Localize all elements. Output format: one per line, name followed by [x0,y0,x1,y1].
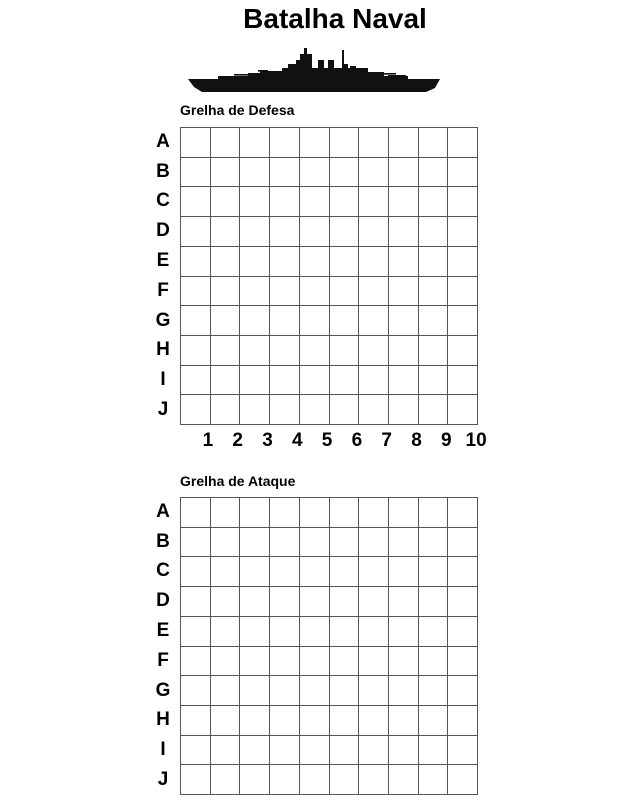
attack-grid-cell[interactable] [181,647,211,677]
attack-grid-cell[interactable] [389,498,419,528]
attack-grid-cell[interactable] [240,647,270,677]
attack-grid-cell[interactable] [359,617,389,647]
defense-grid-cell[interactable] [389,395,419,425]
attack-grid-cell[interactable] [211,617,241,647]
defense-grid-cell[interactable] [389,217,419,247]
attack-grid-cell[interactable] [419,498,449,528]
defense-grid-cell[interactable] [181,158,211,188]
defense-grid-cell[interactable] [211,158,241,188]
attack-grid-cell[interactable] [419,617,449,647]
attack-grid-cell[interactable] [270,765,300,795]
defense-grid-cell[interactable] [419,217,449,247]
defense-grid-cell[interactable] [330,158,360,188]
attack-grid-cell[interactable] [270,557,300,587]
defense-grid-cell[interactable] [211,247,241,277]
attack-grid-cell[interactable] [211,557,241,587]
attack-grid-cell[interactable] [419,557,449,587]
attack-row-label: G [155,679,171,701]
attack-grid-cell[interactable] [448,498,478,528]
defense-grid-cell[interactable] [448,217,478,247]
attack-grid-cell[interactable] [419,528,449,558]
defense-row-label: D [156,220,170,242]
defense-grid-cell[interactable] [270,247,300,277]
attack-grid-cell[interactable] [359,587,389,617]
attack-grid-cell[interactable] [211,736,241,766]
attack-grid-cell[interactable] [359,647,389,677]
defense-grid-cell[interactable] [270,395,300,425]
attack-grid-cell[interactable] [359,528,389,558]
defense-grid-cell[interactable] [181,395,211,425]
attack-grid-cell[interactable] [330,587,360,617]
defense-grid-cell[interactable] [330,395,360,425]
attack-row-label: F [157,649,169,671]
defense-column-label: 10 [465,430,487,451]
defense-grid-title: Grelha de Defesa [180,102,295,118]
attack-grid-cell[interactable] [359,498,389,528]
attack-grid-cell[interactable] [240,736,270,766]
defense-grid-cell[interactable] [211,366,241,396]
attack-grid-cell[interactable] [181,557,211,587]
attack-grid-cell[interactable] [300,498,330,528]
attack-grid-cell[interactable] [330,706,360,736]
defense-grid-cell[interactable] [359,187,389,217]
attack-grid-cell[interactable] [270,676,300,706]
defense-grid-cell[interactable] [211,217,241,247]
defense-grid-cell[interactable] [211,306,241,336]
attack-row-label: J [157,769,169,791]
defense-grid-cell[interactable] [419,247,449,277]
defense-grid-cell[interactable] [419,336,449,366]
attack-grid-cell[interactable] [419,587,449,617]
defense-grid-cell[interactable] [359,336,389,366]
defense-row-label: B [156,160,170,182]
attack-grid-cell[interactable] [389,587,419,617]
attack-grid-cell[interactable] [211,528,241,558]
attack-grid-cell[interactable] [330,617,360,647]
defense-grid-cell[interactable] [330,217,360,247]
defense-row-labels [150,127,176,425]
attack-grid-cell[interactable] [181,587,211,617]
defense-column-label: 6 [351,430,363,451]
attack-grid-cell[interactable] [419,647,449,677]
attack-grid-cell[interactable] [300,528,330,558]
attack-grid-cell[interactable] [240,765,270,795]
defense-grid-cell[interactable] [389,366,419,396]
defense-grid-cell[interactable] [300,128,330,158]
defense-grid-cell[interactable] [419,277,449,307]
defense-grid-cell[interactable] [330,306,360,336]
attack-grid-cell[interactable] [448,528,478,558]
attack-grid-cell[interactable] [300,676,330,706]
attack-grid [180,497,478,795]
defense-grid-cell[interactable] [240,336,270,366]
attack-grid-cell[interactable] [330,647,360,677]
defense-grid-cell[interactable] [359,306,389,336]
defense-grid-cell[interactable] [300,366,330,396]
defense-grid-cell[interactable] [359,277,389,307]
defense-grid-cell[interactable] [359,158,389,188]
defense-grid-cell[interactable] [419,158,449,188]
defense-column-label: 5 [321,430,333,451]
attack-grid-cell[interactable] [240,676,270,706]
defense-grid-cell[interactable] [181,128,211,158]
attack-grid-cell[interactable] [270,617,300,647]
defense-grid-cell[interactable] [419,395,449,425]
attack-grid-cell[interactable] [270,498,300,528]
defense-grid-cell[interactable] [448,247,478,277]
defense-grid-cell[interactable] [389,336,419,366]
defense-grid-cell[interactable] [240,247,270,277]
attack-grid-cell[interactable] [300,557,330,587]
attack-grid-cell[interactable] [389,736,419,766]
attack-grid-cell[interactable] [359,676,389,706]
attack-grid-cell[interactable] [211,587,241,617]
defense-grid-cell[interactable] [419,187,449,217]
attack-grid-cell[interactable] [181,617,211,647]
attack-grid-cell[interactable] [448,587,478,617]
defense-grid-cell[interactable] [240,306,270,336]
defense-grid-cell[interactable] [300,187,330,217]
attack-grid-cell[interactable] [270,706,300,736]
attack-grid-cell[interactable] [181,706,211,736]
defense-grid-cell[interactable] [330,187,360,217]
defense-grid-cell[interactable] [211,128,241,158]
attack-grid-cell[interactable] [448,647,478,677]
defense-row-label: H [156,339,170,361]
attack-grid-cell[interactable] [240,557,270,587]
defense-grid-cell[interactable] [359,366,389,396]
defense-grid-cell[interactable] [389,247,419,277]
defense-grid-cell[interactable] [448,128,478,158]
defense-column-label: 1 [202,430,214,451]
defense-grid-cell[interactable] [240,158,270,188]
attack-grid-cell[interactable] [448,706,478,736]
attack-grid-cell[interactable] [389,765,419,795]
defense-row-label: F [157,279,169,301]
attack-grid-cell[interactable] [330,765,360,795]
defense-column-label: 8 [411,430,422,451]
attack-row-label: E [156,620,170,642]
attack-grid-cell[interactable] [181,765,211,795]
defense-grid-cell[interactable] [330,336,360,366]
defense-grid-cell[interactable] [359,395,389,425]
defense-grid-cell[interactable] [270,187,300,217]
defense-grid-cell[interactable] [270,128,300,158]
attack-grid-cell[interactable] [181,676,211,706]
attack-row-label: C [156,560,170,582]
attack-grid-cell[interactable] [419,765,449,795]
defense-grid-cell[interactable] [300,247,330,277]
attack-row-labels [150,497,176,795]
defense-grid-cell[interactable] [389,128,419,158]
defense-grid-cell[interactable] [448,336,478,366]
attack-grid-cell[interactable] [270,647,300,677]
attack-grid-cell[interactable] [240,617,270,647]
attack-grid-cell[interactable] [419,706,449,736]
defense-grid-cell[interactable] [419,128,449,158]
defense-grid-cell[interactable] [300,158,330,188]
attack-grid-cell[interactable] [330,528,360,558]
defense-grid-cell[interactable] [448,306,478,336]
defense-grid-cell[interactable] [270,366,300,396]
defense-grid-cell[interactable] [300,336,330,366]
attack-grid-cell[interactable] [389,676,419,706]
page-title: Batalha Naval [243,3,427,34]
defense-column-label: 3 [262,430,273,451]
defense-grid-cell[interactable] [240,366,270,396]
attack-grid-cell[interactable] [389,528,419,558]
defense-grid-cell[interactable] [211,336,241,366]
defense-grid-cell[interactable] [300,277,330,307]
defense-grid-cell[interactable] [270,306,300,336]
attack-row-label: A [156,500,170,522]
attack-grid-cell[interactable] [359,736,389,766]
defense-grid-cell[interactable] [270,277,300,307]
attack-grid-cell[interactable] [359,557,389,587]
defense-grid-cell[interactable] [300,306,330,336]
defense-grid-cell[interactable] [240,128,270,158]
defense-grid-cell[interactable] [389,277,419,307]
defense-grid-cell[interactable] [181,217,211,247]
defense-row-label: G [155,309,171,331]
attack-grid-cell[interactable] [270,528,300,558]
defense-grid-cell[interactable] [330,128,360,158]
defense-grid-cell[interactable] [419,366,449,396]
attack-grid-cell[interactable] [300,736,330,766]
defense-grid-cell[interactable] [240,277,270,307]
attack-grid-title: Grelha de Ataque [180,473,296,489]
attack-grid-cell[interactable] [389,617,419,647]
defense-grid-cell[interactable] [270,217,300,247]
attack-grid-cell[interactable] [448,617,478,647]
defense-grid-cell[interactable] [448,366,478,396]
defense-grid-cell[interactable] [448,187,478,217]
defense-row-label: J [157,399,169,421]
attack-grid-cell[interactable] [330,498,360,528]
defense-grid-cell[interactable] [330,247,360,277]
defense-grid-cell[interactable] [330,277,360,307]
defense-grid-cell[interactable] [389,158,419,188]
defense-grid-cell[interactable] [211,395,241,425]
defense-grid-cell[interactable] [240,217,270,247]
attack-grid-cell[interactable] [270,587,300,617]
attack-grid-cell[interactable] [448,557,478,587]
attack-grid-cell[interactable] [181,528,211,558]
defense-grid-cell[interactable] [270,158,300,188]
defense-grid-cell[interactable] [300,395,330,425]
defense-grid-cell[interactable] [359,247,389,277]
defense-grid-cell[interactable] [359,217,389,247]
defense-row-label: A [156,130,170,152]
defense-grid-cell[interactable] [448,277,478,307]
attack-grid-cell[interactable] [300,587,330,617]
defense-grid-cell[interactable] [181,336,211,366]
attack-grid-cell[interactable] [389,557,419,587]
attack-grid-cell[interactable] [211,706,241,736]
attack-grid-cell[interactable] [300,617,330,647]
defense-grid-cell[interactable] [211,187,241,217]
attack-grid-cell[interactable] [419,736,449,766]
attack-grid-cell[interactable] [240,706,270,736]
defense-row-label: C [156,190,170,212]
defense-grid-cell[interactable] [181,306,211,336]
attack-row-label: H [156,709,170,731]
defense-grid-cell[interactable] [300,217,330,247]
defense-column-label: 9 [440,430,452,451]
defense-grid-cell[interactable] [240,395,270,425]
defense-grid-cell[interactable] [240,187,270,217]
defense-grid-cell[interactable] [181,187,211,217]
defense-grid [180,127,478,425]
attack-grid-cell[interactable] [211,498,241,528]
attack-grid-cell[interactable] [300,765,330,795]
attack-grid-cell[interactable] [211,765,241,795]
attack-grid-cell[interactable] [330,736,360,766]
attack-grid-cell[interactable] [389,647,419,677]
attack-grid-cell[interactable] [211,676,241,706]
attack-grid-cell[interactable] [300,647,330,677]
attack-grid-cell[interactable] [240,587,270,617]
defense-column-label: 7 [381,430,392,451]
attack-grid-cell[interactable] [359,765,389,795]
attack-grid-cell[interactable] [270,736,300,766]
defense-grid-cell[interactable] [181,277,211,307]
attack-row-label: I [160,739,166,761]
defense-grid-cell[interactable] [181,247,211,277]
attack-grid-cell[interactable] [448,676,478,706]
defense-grid-cell[interactable] [389,306,419,336]
attack-grid-cell[interactable] [181,736,211,766]
attack-grid-cell[interactable] [330,557,360,587]
defense-grid-cell[interactable] [419,306,449,336]
defense-grid-cell[interactable] [448,158,478,188]
defense-grid-cell[interactable] [359,128,389,158]
defense-column-labels [180,428,487,454]
attack-grid-cell[interactable] [389,706,419,736]
attack-grid-cell[interactable] [330,676,360,706]
defense-grid-cell[interactable] [181,366,211,396]
defense-grid-cell[interactable] [448,395,478,425]
defense-grid-cell[interactable] [270,336,300,366]
attack-grid-cell[interactable] [359,706,389,736]
attack-grid-cell[interactable] [240,498,270,528]
attack-grid-cell[interactable] [300,706,330,736]
defense-row-label: I [160,369,166,391]
attack-grid-cell[interactable] [419,676,449,706]
attack-grid-cell[interactable] [240,528,270,558]
defense-grid-cell[interactable] [211,277,241,307]
defense-column-label: 4 [292,430,303,451]
attack-row-label: D [156,590,170,612]
attack-grid-cell[interactable] [211,647,241,677]
attack-grid-cell[interactable] [448,736,478,766]
battleship-icon [188,46,440,96]
attack-row-label: B [156,530,170,552]
defense-column-label: 2 [232,430,243,451]
attack-grid-cell[interactable] [448,765,478,795]
defense-grid-cell[interactable] [330,366,360,396]
defense-row-label: E [156,250,170,272]
attack-grid-cell[interactable] [181,498,211,528]
defense-grid-cell[interactable] [389,187,419,217]
